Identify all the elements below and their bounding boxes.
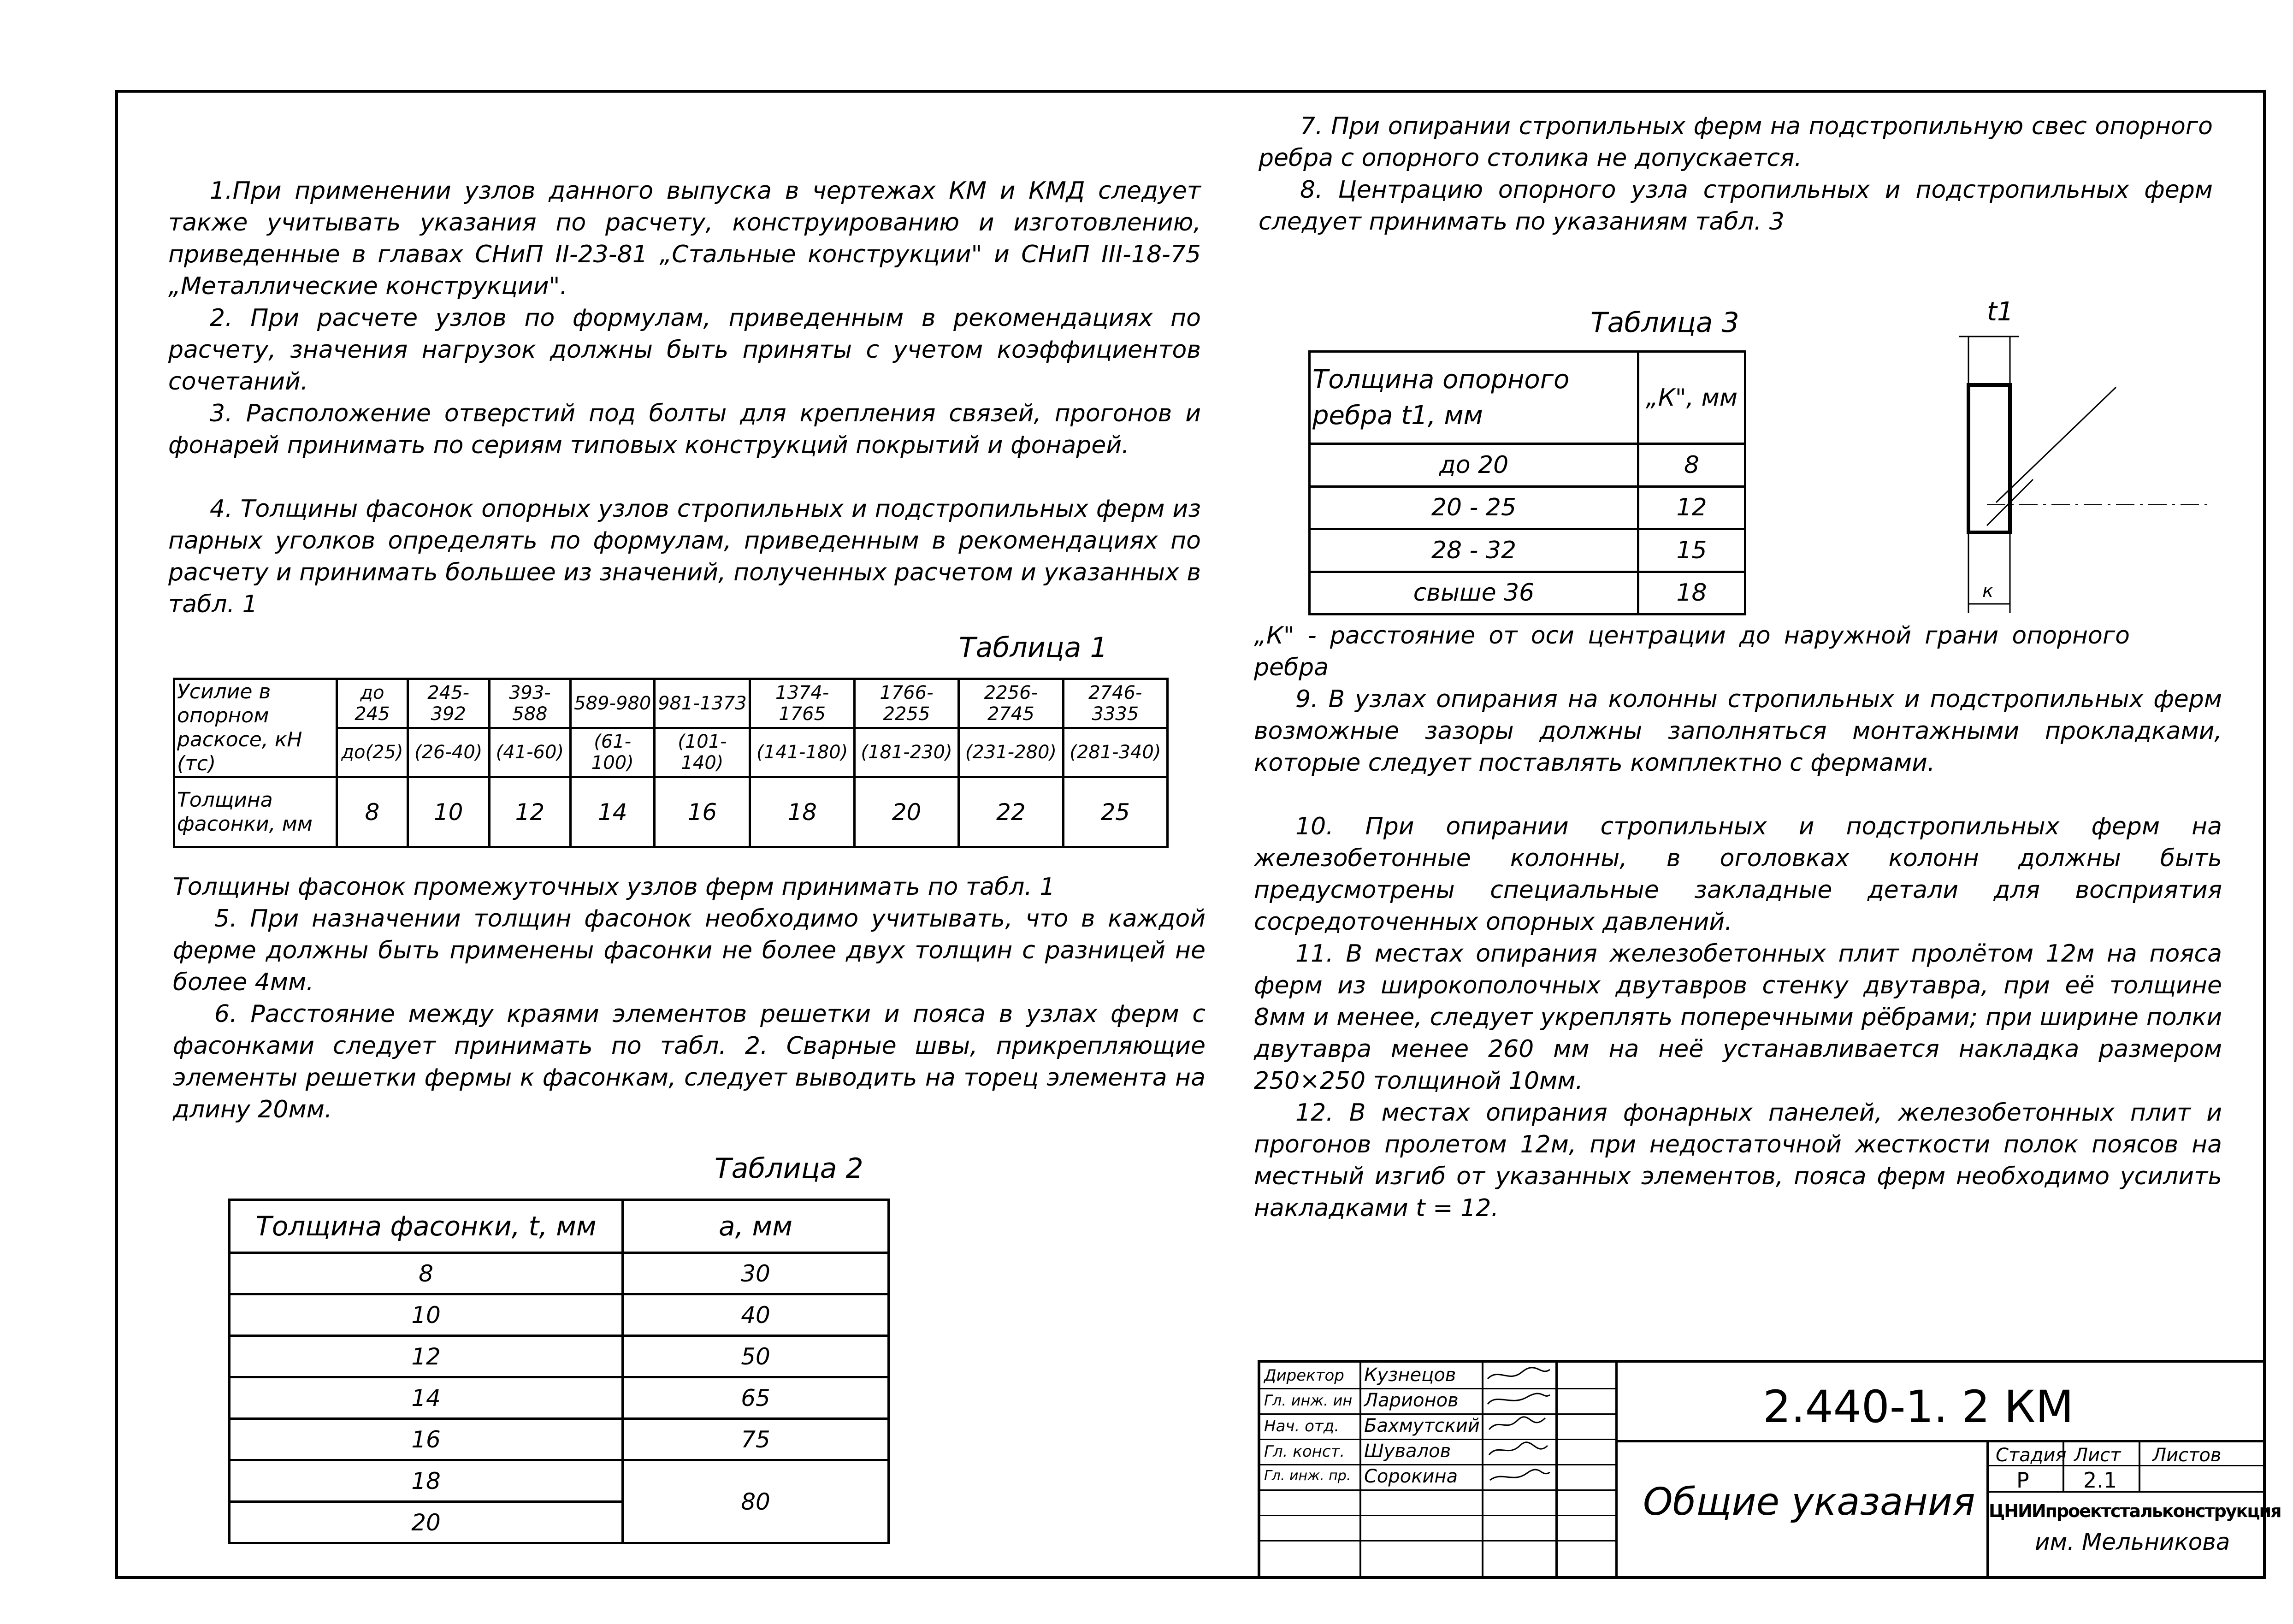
- table1-tc: (26-40): [408, 728, 489, 777]
- note-10: 10. При опирании стропильных и подстропильных ферм на железобетонные колонны, в оголовках колонн должны быть предусмотрены специальные закладные детали для восприятия сосредоточенных опорных давлений.: [1254, 813, 2222, 936]
- table3-t: 28 - 32: [1310, 529, 1638, 572]
- label-t1: t1: [1987, 297, 2014, 327]
- table1-kn: 981-1373: [655, 679, 750, 728]
- table1-row1-label: Усилие в опорном раскосе, кН (тс): [174, 679, 337, 777]
- tb-role: Гл. инж. пр.: [1264, 1468, 1351, 1484]
- note-5: 5. При назначении толщин фасонок необходимо учитывать, что в каждой ферме должны быть применены фасонки не более двух толщин с разницей не более 4мм.: [173, 905, 1206, 996]
- title-block: [1258, 1360, 2281, 1579]
- stage-label: Стадия: [1996, 1445, 2067, 1466]
- tb-name: Сорокина: [1364, 1466, 1458, 1487]
- table1-kn: 1766-2255: [854, 679, 958, 728]
- table2: [228, 1199, 890, 1544]
- table1-tc: (231-280): [959, 728, 1063, 777]
- table3-header-t: Толщина опорного ребра t1, мм: [1310, 352, 1638, 444]
- table2-a-merged: 80: [623, 1460, 889, 1543]
- table3-caption: Таблица 3: [1590, 307, 1739, 339]
- table2-header-a: а, мм: [623, 1200, 889, 1253]
- table2-t: 10: [230, 1294, 623, 1336]
- note-12: 12. В местах опирания фонарных панелей, железобетонных плит и прогонов пролетом 12м, при недостаточной жесткости полок поясов на местный изгиб от указанных элементов, пояса ферм необходимо усилить накладками t = 12.: [1254, 1099, 2222, 1222]
- table1: [173, 678, 1169, 848]
- label-k: к: [1982, 580, 1994, 602]
- table1-tc: (281-340): [1063, 728, 1167, 777]
- table3-k: 15: [1638, 529, 1745, 572]
- signatures: [1485, 1363, 1554, 1492]
- table1-kn: 589-980: [571, 679, 655, 728]
- table3-t: до 20: [1310, 444, 1638, 487]
- table1-kn: 1374-1765: [750, 679, 854, 728]
- table2-a: 50: [623, 1336, 889, 1377]
- table1-kn: 2746-3335: [1063, 679, 1167, 728]
- table1-thickness: 12: [489, 777, 571, 847]
- table3-t: 20 - 25: [1310, 486, 1638, 529]
- table2-a: 40: [623, 1294, 889, 1336]
- sheet-title: Общие указания: [1643, 1480, 1975, 1524]
- tb-role: Нач. отд.: [1264, 1417, 1340, 1435]
- org-name-2: им. Мельникова: [2035, 1529, 2230, 1555]
- table3-k: 8: [1638, 444, 1745, 487]
- table1-thickness: 18: [750, 777, 854, 847]
- table1-tc: (141-180): [750, 728, 854, 777]
- table1-row2-label: Толщина фасонки, мм: [174, 777, 337, 847]
- table3-k: 12: [1638, 486, 1745, 529]
- table2-a: 30: [623, 1253, 889, 1294]
- table3-k: 18: [1638, 572, 1745, 614]
- table3-header-k: „К", мм: [1638, 352, 1745, 444]
- table1-thickness: 20: [854, 777, 958, 847]
- sheets-label: Листов: [2152, 1445, 2222, 1466]
- tb-name: Ларионов: [1364, 1390, 1459, 1411]
- note-intermediate: Толщины фасонок промежуточных узлов ферм принимать по табл. 1: [173, 873, 1055, 901]
- tb-role: Директор: [1264, 1366, 1344, 1385]
- table1-kn: до 245: [337, 679, 408, 728]
- stage-value: Р: [2016, 1468, 2029, 1493]
- diagonal-member: [1996, 387, 2116, 502]
- table2-t: 14: [230, 1377, 623, 1419]
- table2-t: 20: [230, 1502, 623, 1543]
- tb-name: Кузнецов: [1364, 1364, 1456, 1386]
- note-1: 1.При применении узлов данного выпуска в чертежах КМ и КМД следует также учитывать указания по расчету, конструированию и изготовлению, приведенные в главах СНиП II-23-81 „Стальные конструкции" и СНиП III-18-75 „Металлические конструкции".: [168, 177, 1201, 300]
- note-11: 11. В местах опирания железобетонных плит пролётом 12м на пояса ферм из широкополочных двутавров стенку двутавра, при её толщине 8мм и менее, следует укреплять поперечными рёбрами; при ширине полки двутавра менее 260 мм на неё устанавливается накладка размером 250×250 толщиной 10мм.: [1254, 940, 2222, 1095]
- tb-role: Гл. конст.: [1264, 1442, 1345, 1461]
- table1-thickness: 22: [959, 777, 1063, 847]
- table2-t: 8: [230, 1253, 623, 1294]
- table2-a: 65: [623, 1377, 889, 1419]
- table1-tc: (101-140): [655, 728, 750, 777]
- table2-t: 12: [230, 1336, 623, 1377]
- table1-thickness: 10: [408, 777, 489, 847]
- doc-code: 2.440-1. 2 КМ: [1763, 1381, 2074, 1433]
- table1-kn: 2256-2745: [959, 679, 1063, 728]
- table1-tc: до(25): [337, 728, 408, 777]
- table3: [1308, 350, 1746, 615]
- support-rib-sketch: [1913, 295, 2236, 627]
- table1-thickness: 14: [571, 777, 655, 847]
- table2-header-t: Толщина фасонки, t, мм: [230, 1200, 623, 1253]
- table2-t: 16: [230, 1419, 623, 1460]
- org-name: ЦНИИпроектстальконструкция: [1989, 1501, 2281, 1521]
- table1-thickness: 25: [1063, 777, 1167, 847]
- table1-caption: Таблица 1: [959, 632, 1108, 664]
- tb-name: Бахмутский: [1364, 1415, 1480, 1436]
- note-6: 6. Расстояние между краями элементов решетки и пояса в узлах ферм с фасонками следует принимать по табл. 2. Сварные швы, прикрепляющие элементы решетки фермы к фасонкам, следует выводить на торец элемента на длину 20мм.: [173, 1000, 1206, 1123]
- table2-t: 18: [230, 1460, 623, 1502]
- rib-rect: [1968, 385, 2010, 532]
- note-9: 9. В узлах опирания на колонны стропильных и подстропильных ферм возможные зазоры должны заполняться монтажными прокладками, которые следует поставлять комплектно с фермами.: [1254, 685, 2222, 777]
- table1-kn: 393-588: [489, 679, 571, 728]
- note-8: 8. Центрацию опорного узла стропильных и подстропильных ферм следует принимать по указаниям табл. 3: [1259, 176, 2213, 236]
- note-2: 2. При расчете узлов по формулам, приведенным в рекомендациях по расчету, значения нагрузок должны быть приняты с учетом коэффициентов сочетаний.: [168, 304, 1201, 396]
- table1-kn: 245-392: [408, 679, 489, 728]
- note-3: 3. Расположение отверстий под болты для крепления связей, прогонов и фонарей принимать по сериям типовых конструкций покрытий и фонарей.: [168, 400, 1201, 459]
- note-7: 7. При опирании стропильных ферм на подстропильную свес опорного ребра с опорного столика не допускается.: [1259, 112, 2213, 172]
- tb-name: Шувалов: [1364, 1441, 1451, 1462]
- sheet-value: 2.1: [2083, 1468, 2117, 1493]
- table1-tc: (41-60): [489, 728, 571, 777]
- table1-thickness: 8: [337, 777, 408, 847]
- sheet-label: Лист: [2074, 1445, 2121, 1466]
- table1-tc: (181-230): [854, 728, 958, 777]
- note-4: 4. Толщины фасонок опорных узлов стропильных и подстропильных ферм из парных уголков определять по формулам, приведенным в рекомендациях по расчету и принимать большее из значений, полученных расчетом и указанных в табл. 1: [168, 495, 1201, 618]
- table2-a: 75: [623, 1419, 889, 1460]
- table1-tc: (61-100): [571, 728, 655, 777]
- table1-thickness: 16: [655, 777, 750, 847]
- tb-role: Гл. инж. ин: [1264, 1392, 1353, 1409]
- note-k-definition: „К" - расстояние от оси центрации до наружной грани опорного ребра: [1254, 622, 2130, 681]
- table3-t: свыше 36: [1310, 572, 1638, 614]
- table2-caption: Таблица 2: [715, 1152, 863, 1185]
